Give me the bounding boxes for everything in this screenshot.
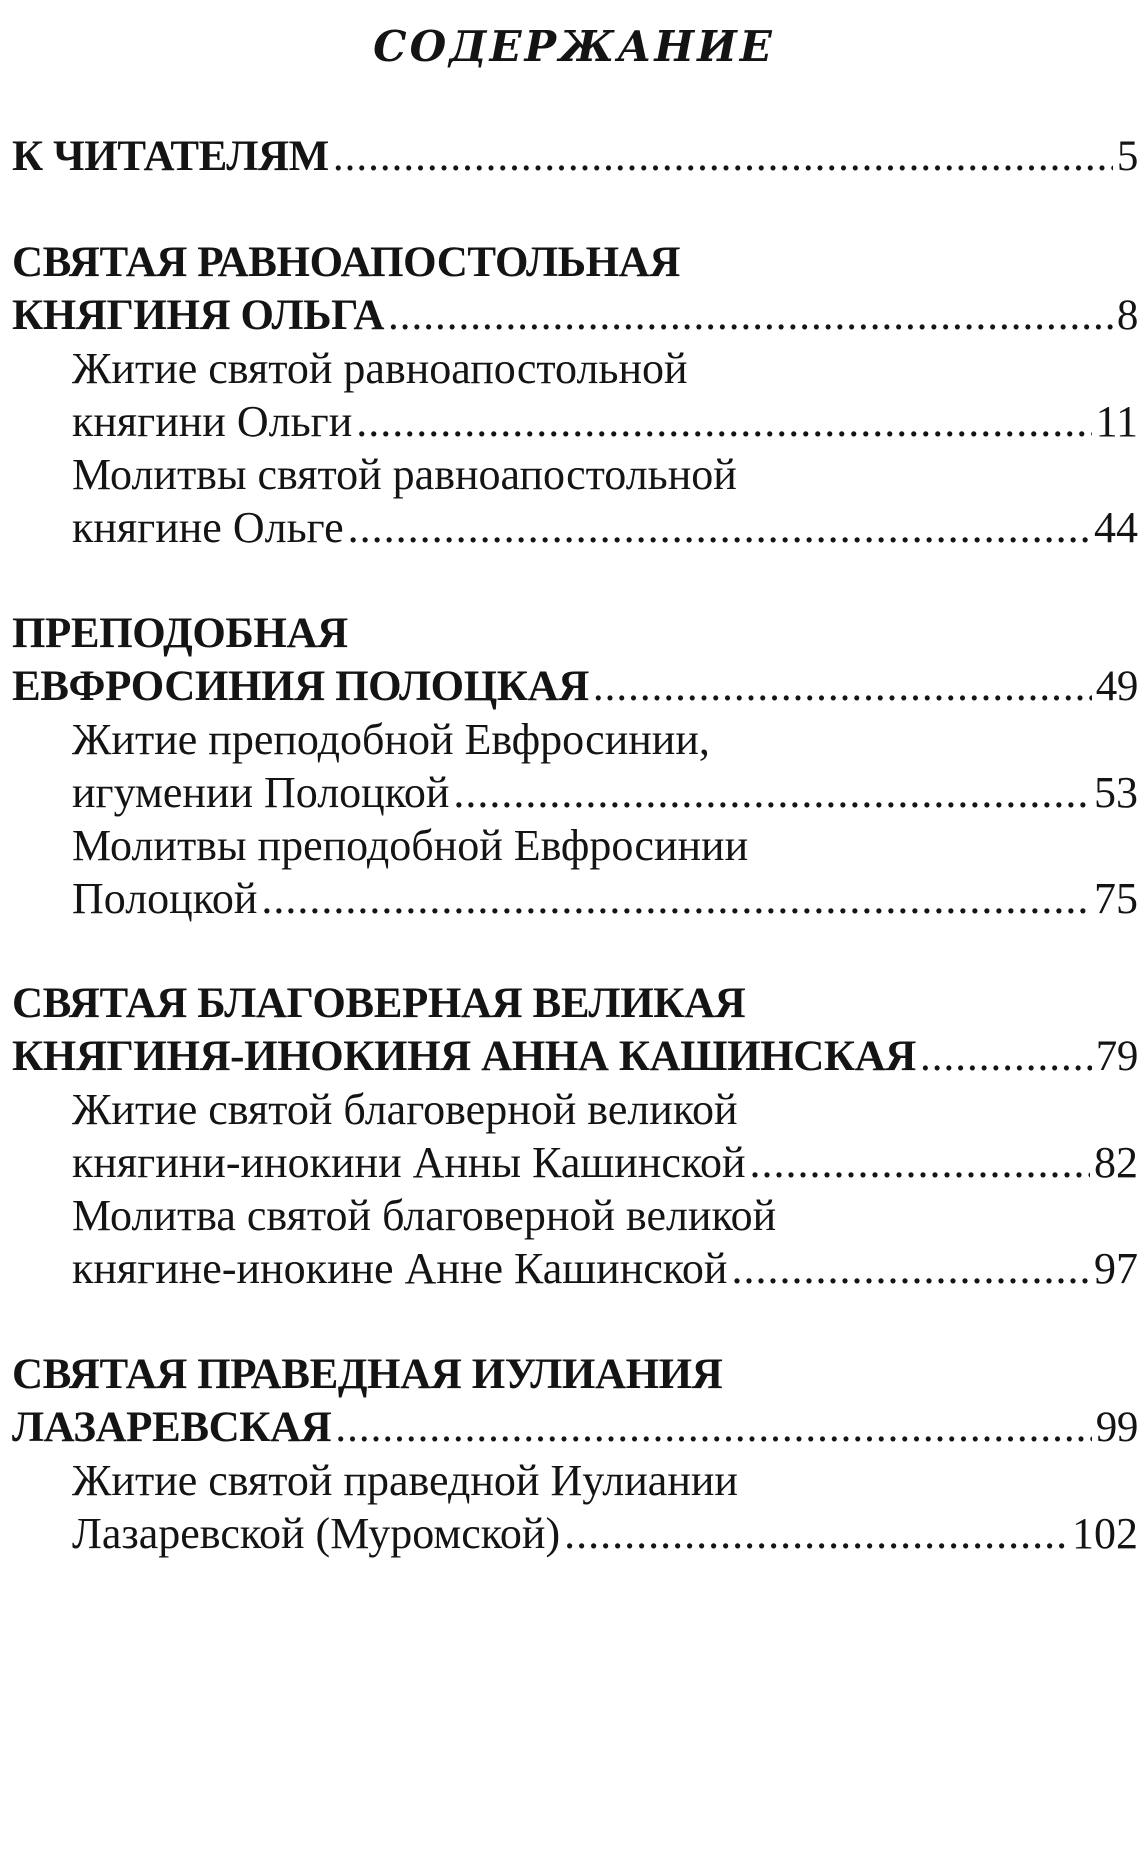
toc-entry-text: княгине-инокине Анне Кашинской xyxy=(72,1244,728,1293)
toc-entry-text: СВЯТАЯ БЛАГОВЕРНАЯ ВЕЛИКАЯ xyxy=(12,980,746,1027)
toc-entry-text: КНЯГИНЯ-ИНОКИНЯ АННА КАШИНСКАЯ xyxy=(12,1033,916,1080)
toc-page-number: 53 xyxy=(1094,768,1138,817)
toc-entry-text: Житие святой благоверной великой xyxy=(72,1085,738,1134)
toc-entry-text: княгини Ольги xyxy=(72,397,353,446)
toc-entry-text: княгине Ольге xyxy=(72,503,344,552)
toc-entry-to-readers xyxy=(12,126,1138,188)
toc-entry-text: Молитва святой благоверной великой xyxy=(72,1191,777,1240)
toc-entry-text: СВЯТАЯ РАВНОАПОСТОЛЬНАЯ xyxy=(12,239,680,286)
toc-entry-text: Молитвы святой равноапостольной xyxy=(72,450,737,499)
toc-entry-text: княгини-инокини Анны Кашинской xyxy=(72,1138,746,1187)
toc-page-number: 11 xyxy=(1095,397,1138,446)
toc-entry-text: игумении Полоцкой xyxy=(72,768,450,817)
toc-subentry xyxy=(72,1238,1138,1300)
toc-entry-text: КНЯГИНЯ ОЛЬГА xyxy=(12,292,385,339)
toc-entry-text: СВЯТАЯ ПРАВЕДНАЯ ИУЛИАНИЯ xyxy=(12,1351,723,1398)
toc-subentry xyxy=(72,497,1138,559)
dot-leader xyxy=(333,126,1113,188)
toc-page-number: 99 xyxy=(1095,1404,1138,1451)
toc-page-number: 79 xyxy=(1095,1033,1138,1080)
toc-subentry xyxy=(72,1503,1138,1565)
toc-page-number: 102 xyxy=(1072,1509,1138,1558)
dot-leader xyxy=(348,497,1090,559)
toc-page-number: 75 xyxy=(1094,874,1138,923)
toc-entry-text: Молитвы преподобной Евфросинии xyxy=(72,821,749,870)
dot-leader xyxy=(731,1238,1090,1300)
dot-leader xyxy=(564,1503,1068,1565)
toc-entry-text: Полоцкой xyxy=(72,874,258,923)
toc-entry-text: Житие святой праведной Иулиании xyxy=(72,1456,738,1505)
toc-subentry xyxy=(72,868,1138,930)
toc-entry-text: ЕВФРОСИНИЯ ПОЛОЦКАЯ xyxy=(12,663,589,710)
toc-page-number: 44 xyxy=(1094,503,1138,552)
toc-entry-text: Лазаревской (Муромской) xyxy=(72,1509,561,1558)
page-title: содержание xyxy=(373,6,775,76)
toc-page-number: 49 xyxy=(1095,663,1138,710)
toc-entry-text: Житие святой равноапостольной xyxy=(72,344,688,393)
toc-page-number: 82 xyxy=(1094,1138,1138,1187)
toc-entry-text: К ЧИТАТЕЛЯМ xyxy=(12,133,329,180)
toc-page-number: 97 xyxy=(1094,1244,1138,1293)
toc-entry-text: ПРЕПОДОБНАЯ xyxy=(12,610,348,657)
dot-leader xyxy=(261,868,1090,930)
toc-page-number: 5 xyxy=(1116,133,1138,180)
toc-entry-text: ЛАЗАРЕВСКАЯ xyxy=(12,1404,332,1451)
toc-page-number: 8 xyxy=(1116,292,1138,339)
toc-entry-text: Житие преподобной Евфросинии, xyxy=(72,715,710,764)
